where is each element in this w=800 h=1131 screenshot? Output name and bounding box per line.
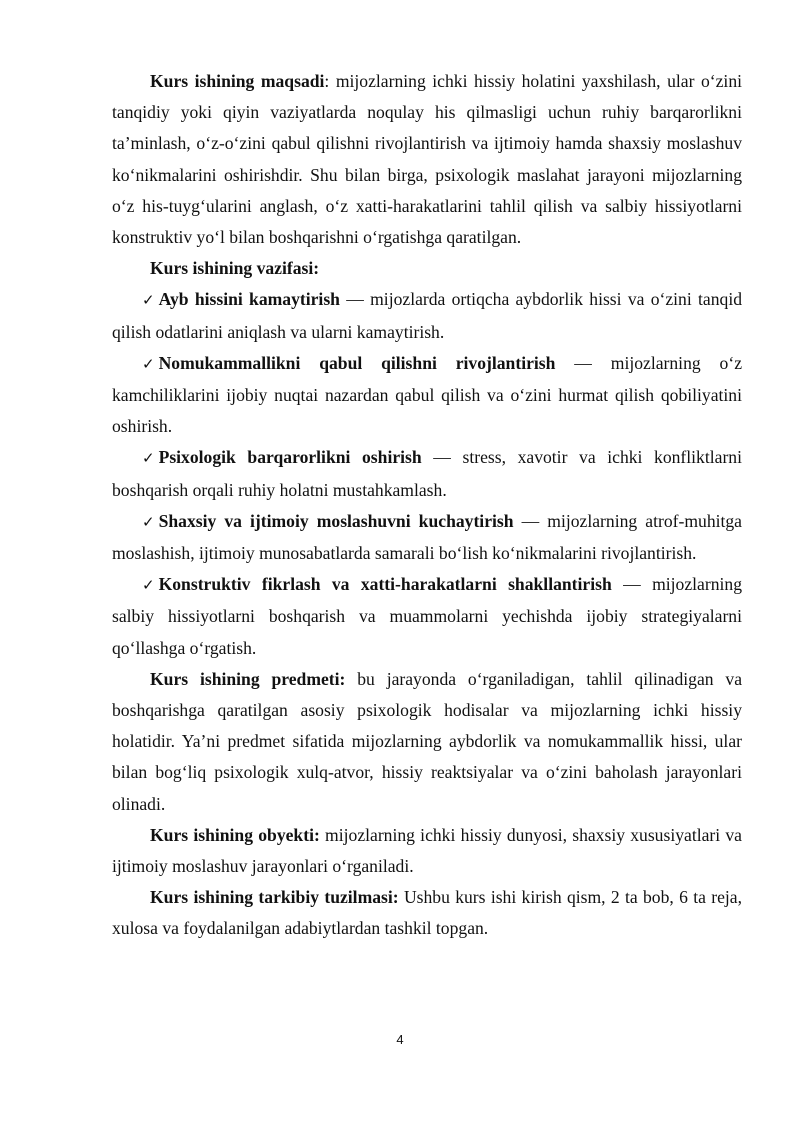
goal-paragraph — [112, 66, 742, 253]
task-title: Konstruktiv fikrlash va xatti-harakatlarni shakllantirish — [158, 574, 612, 595]
task-title: Psixologik barqarorlikni oshirish — [158, 447, 422, 468]
subject-label: Kurs ishining predmeti: — [150, 668, 346, 689]
check-mark-icon: ✓ — [142, 354, 155, 373]
goal-text: : mijozlarning ichki hissiy holatini yaxshilash, ular o‘zini tanqidiy yoki qiyin vaziyatlarda noqulay his qilmasligi uchun ruhiy barqarorlikni ta’minlash, o‘z-o‘zini qabul qilishni rivojlantirish va ijtimoiy hamda shaxsiy moslashuv ko‘nikmalarini oshirishdir. Shu bilan birga, psixologik maslahat jarayoni mijozlarning o‘z his-tuyg‘ularini anglash, o‘z xatti-harakatlarini tahlil qilish va salbiy hissiyotlarni konstruktiv yo‘l bilan boshqarishni o‘rgatishga qaratilgan. — [112, 71, 743, 248]
task-text: — mijozlarda ortiqcha aybdorlik hissi va o‘zini tanqid qilish odatlarini aniqlash va ularni kamaytirish. — [112, 289, 742, 342]
task-item-4 — [112, 506, 742, 569]
check-mark-icon: ✓ — [142, 291, 155, 310]
object-label: Kurs ishining obyekti: — [150, 824, 320, 845]
tasks-label: Kurs ishining vazifasi: — [150, 258, 320, 279]
structure-paragraph — [112, 882, 742, 944]
structure-text: Ushbu kurs ishi kirish qism, 2 ta bob, 6 ta reja, xulosa va foydalanilgan adabiytlardan tashkil topgan. — [112, 887, 742, 939]
document-page — [112, 66, 742, 945]
check-mark-icon: ✓ — [142, 512, 155, 531]
task-text: — mijozlarning salbiy hissiyotlarni boshqarish va muammolarni yechishda ijobiy strategiyalarni qo‘llashga o‘rgatish. — [112, 574, 742, 658]
check-mark-icon: ✓ — [142, 576, 155, 595]
task-text: — mijozlarning o‘z kamchiliklarini ijobiy nuqtai nazardan qabul qilish va o‘zini hurmat qilish qobiliyatini oshirish. — [112, 352, 742, 437]
check-mark-icon: ✓ — [142, 449, 155, 468]
subject-paragraph — [112, 664, 742, 820]
subject-text: bu jarayonda o‘rganiladigan, tahlil qilinadigan va boshqarishga qaratilgan asosiy psixologik hodisalar va mijozlarning ichki hissiy holatidir. Ya’ni predmet sifatida mijozlarning aybdorlik va nomukammallik hissi, ular bilan bog‘liq psixologik xulq-atvor, hissiy reaktsiyalar va o‘zini baholash jarayonlari olinadi. — [112, 668, 743, 814]
task-title: Ayb hissini kamaytirish — [158, 289, 340, 310]
task-item-3 — [112, 442, 742, 505]
object-paragraph — [112, 820, 742, 882]
goal-label: Kurs ishining maqsadi — [150, 71, 325, 91]
page-number: 4 — [396, 1032, 404, 1047]
task-title: Shaxsiy va ijtimoiy moslashuvni kuchaytirish — [158, 510, 514, 531]
tasks-heading — [112, 253, 742, 284]
structure-label: Kurs ishining tarkibiy tuzilmasi: — [150, 887, 399, 908]
task-title: Nomukammallikni qabul qilishni rivojlantirish — [158, 352, 556, 373]
task-text: — mijozlarning atrof-muhitga moslashish, ijtimoiy munosabatlarda samarali bo‘lish ko‘nikmalarini rivojlantirish. — [112, 510, 742, 564]
task-item-5 — [112, 569, 742, 664]
task-item-1 — [112, 284, 742, 347]
object-text: mijozlarning ichki hissiy dunyosi, shaxsiy xususiyatlari va ijtimoiy moslashuv jarayonlari o‘rganiladi. — [112, 824, 742, 877]
task-item-2 — [112, 348, 742, 443]
task-text: — stress, xavotir va ichki konfliktlarni boshqarish orqali ruhiy holatni mustahkamlash. — [112, 447, 742, 500]
